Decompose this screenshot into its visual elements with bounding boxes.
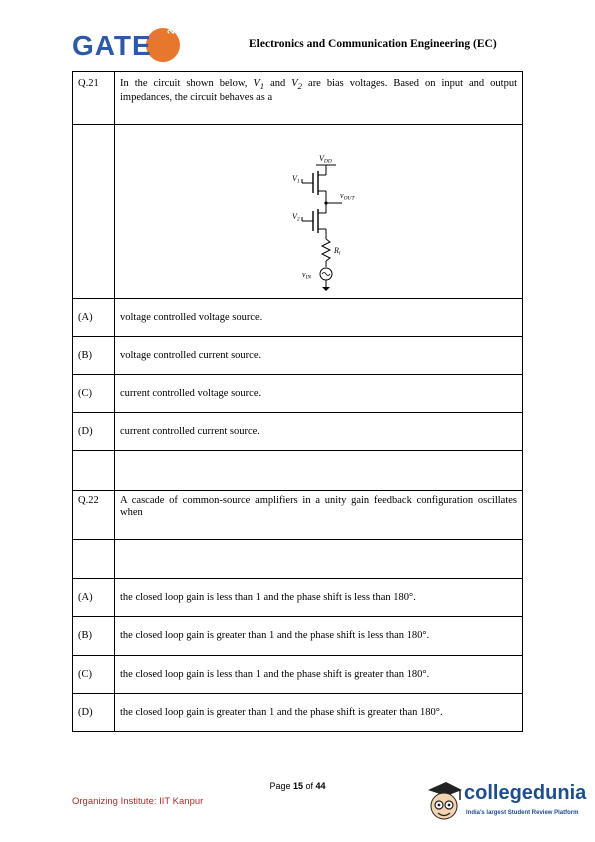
question-21-table (72, 71, 523, 491)
label-vin-sub: IN (305, 274, 312, 281)
question-22-table (72, 489, 523, 732)
label-v1: V (292, 174, 297, 183)
page-of: of (303, 781, 316, 791)
question-number: Q.21 (73, 72, 115, 125)
svg-text:V2 (292, 212, 300, 223)
circuit-diagram (280, 153, 400, 293)
empty-cell (115, 539, 523, 578)
option-text: the closed loop gain is greater than 1 and the phase shift is less than 180°. (115, 616, 523, 655)
brand-tagline: India's largest Student Review Platform (466, 810, 579, 816)
option-text: voltage controlled current source. (115, 337, 523, 375)
option-label: (A) (73, 578, 115, 616)
option-label: (B) (73, 337, 115, 375)
option-text: current controlled current source. (115, 413, 523, 451)
circuit-cell (115, 125, 523, 299)
label-vout-sub: OUT (343, 195, 355, 202)
empty-cell (73, 451, 115, 491)
option-text: voltage controlled voltage source. (115, 299, 523, 337)
svg-text:vOUT (340, 191, 356, 202)
mascot-icon (424, 778, 464, 826)
label-rl: R (334, 246, 339, 255)
empty-cell (115, 451, 523, 491)
option-label: (D) (73, 413, 115, 451)
var-v: V (291, 78, 298, 89)
var-sub: 1 (259, 81, 265, 92)
gate-logo (72, 13, 182, 72)
option-label: (C) (73, 655, 115, 693)
label-v2-sub: 2 (296, 216, 300, 223)
text-part: are bias voltages. Based on input and output impedances, the circuit behaves as a (120, 78, 517, 104)
logo-year: 2023 (166, 13, 176, 34)
question-text: A cascade of common-source amplifiers in a unity gain feedback configuration oscillates when (115, 489, 523, 539)
svg-text:vIN (302, 270, 311, 281)
logo-text: GATE (72, 30, 152, 61)
svg-text:Rl (333, 246, 341, 257)
collegedunia-logo (424, 778, 587, 828)
option-text: the closed loop gain is less than 1 and the phase shift is greater than 180°. (115, 655, 523, 693)
label-vout: v (340, 191, 344, 200)
option-label: (C) (73, 375, 115, 413)
brand-name: collegedunia (464, 782, 587, 804)
label-vin: v (302, 270, 306, 279)
svg-text:V1 (292, 174, 300, 185)
subject-title: Electronics and Communication Engineering (EC) (249, 38, 497, 50)
option-label: (A) (73, 299, 115, 337)
page-total: 44 (315, 781, 326, 791)
label-v1-sub: 1 (296, 178, 300, 185)
var-v: V (253, 78, 260, 89)
page-current: 15 (292, 781, 303, 791)
label-v2: V (292, 212, 297, 221)
label-vdd: V (319, 154, 324, 163)
text-part: In the circuit shown below, (120, 78, 254, 89)
var-sub: 2 (297, 81, 303, 92)
empty-cell (73, 539, 115, 578)
question-number: Q.22 (73, 489, 115, 539)
empty-cell (73, 125, 115, 299)
organizer-text: Organizing Institute: IIT Kanpur (72, 796, 204, 807)
question-text (115, 72, 523, 125)
label-vdd-sub: DD (323, 158, 332, 165)
page-prefix: Page (269, 781, 293, 791)
option-text: the closed loop gain is greater than 1 and the phase shift is greater than 180°. (115, 693, 523, 731)
label-rl-sub: l (338, 250, 341, 257)
option-label: (D) (73, 693, 115, 731)
text-part: and (264, 78, 292, 89)
option-text: current controlled voltage source. (115, 375, 523, 413)
svg-text:VDD (319, 154, 332, 165)
option-label: (B) (73, 616, 115, 655)
option-text: the closed loop gain is less than 1 and the phase shift is less than 180°. (115, 578, 523, 616)
